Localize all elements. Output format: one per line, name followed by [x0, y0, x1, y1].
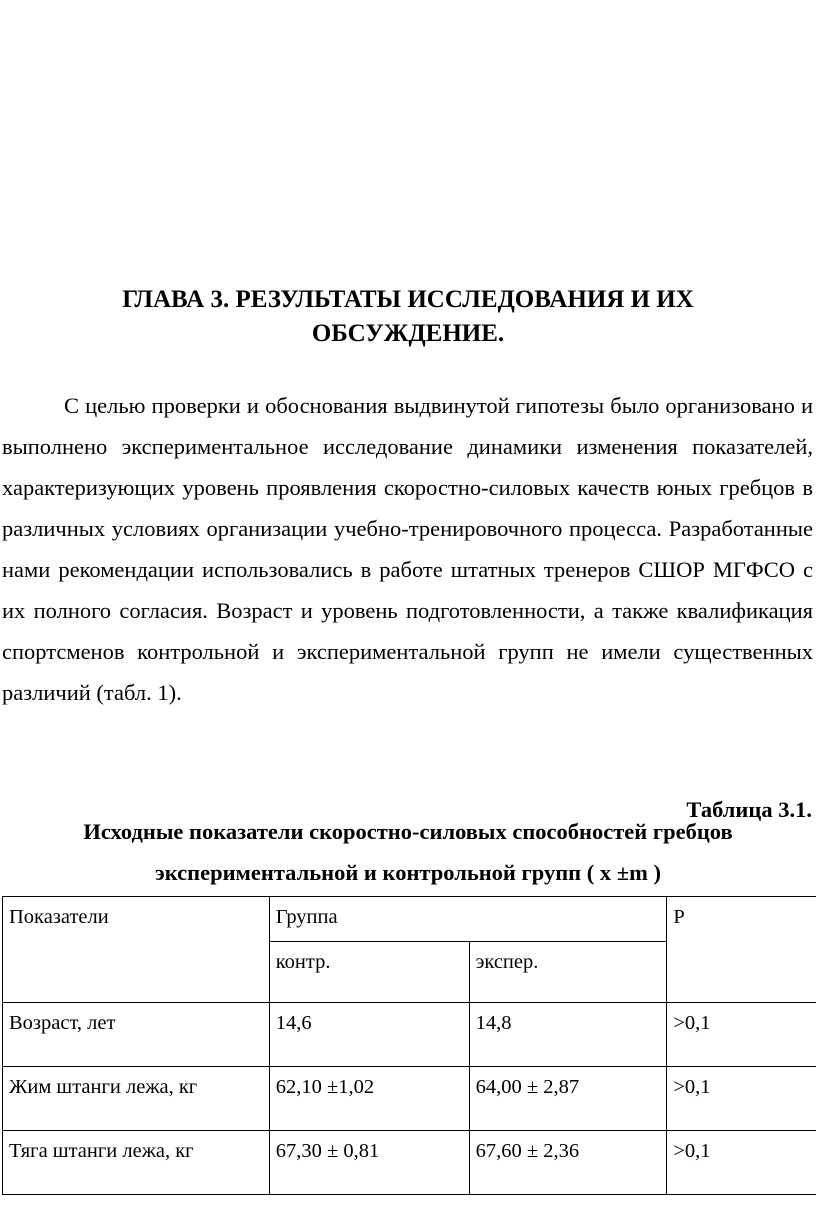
- header-indicators: Показатели: [3, 897, 270, 1003]
- table-header-row: [3, 897, 816, 942]
- table-caption: [0, 811, 816, 893]
- results-table: [2, 896, 816, 1195]
- cell-experimental: 14,8: [469, 1003, 667, 1067]
- cell-indicator: Тяга штанги лежа, кг: [3, 1131, 270, 1195]
- cell-experimental: 64,00 ± 2,87: [469, 1067, 667, 1131]
- cell-indicator: Возраст, лет: [3, 1003, 270, 1067]
- table-caption-line-1: Исходные показатели скоростно-силовых способностей гребцов: [83, 819, 733, 844]
- chapter-title-line-2: ОБСУЖДЕНИЕ.: [311, 320, 505, 347]
- header-p: Р: [667, 897, 816, 1003]
- cell-p: >0,1: [667, 1067, 816, 1131]
- cell-p: >0,1: [667, 1003, 816, 1067]
- cell-control: 62,10 ±1,02: [269, 1067, 469, 1131]
- table-row: [3, 1003, 816, 1067]
- cell-p: >0,1: [667, 1131, 816, 1195]
- cell-control: 14,6: [269, 1003, 469, 1067]
- table-number: Таблица 3.1.: [686, 797, 812, 822]
- cell-indicator: Жим штанги лежа, кг: [3, 1067, 270, 1131]
- table-row: [3, 1067, 816, 1131]
- header-experimental: экспер.: [469, 942, 667, 1003]
- chapter-title: [0, 283, 816, 351]
- header-control: контр.: [269, 942, 469, 1003]
- table-caption-line-2: экспериментальной и контрольной групп ( x ±m ): [155, 860, 661, 885]
- body-paragraph: С целью проверки и обоснования выдвинутой гипотезы было организовано и выполнено экспериментальное исследование динамики изменения показателей, характеризующих уровень проявления скоростно-силовых качеств юных гребцов в различных условиях организации учебно-тренировочного процесса. Разработанные нами рекомендации использовались в работе штатных тренеров СШОР МГФСО с их полного согласия. Возраст и уровень подготовленности, а также квалификация спортсменов контрольной и экспериментальной групп не имели существенных различий (табл. 1).: [2, 393, 813, 705]
- header-group: Группа: [269, 897, 667, 942]
- table-row: [3, 1131, 816, 1195]
- cell-experimental: 67,60 ± 2,36: [469, 1131, 667, 1195]
- cell-control: 67,30 ± 0,81: [269, 1131, 469, 1195]
- chapter-title-line-1: ГЛАВА 3. РЕЗУЛЬТАТЫ ИССЛЕДОВАНИЯ И ИХ: [122, 286, 694, 313]
